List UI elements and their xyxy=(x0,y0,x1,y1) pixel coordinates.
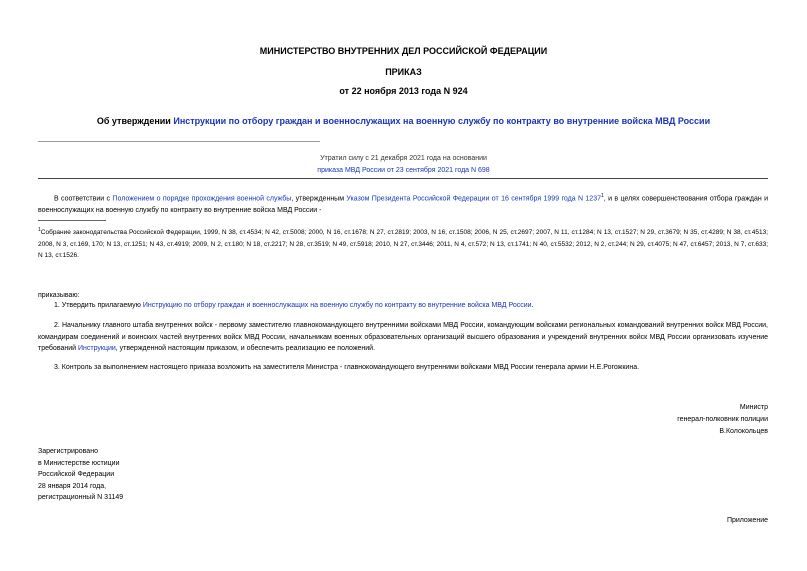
registration-line: Зарегистрировано xyxy=(38,448,98,455)
order-date-number: от 22 ноября 2013 года N 924 xyxy=(339,86,468,96)
registration-line: в Министерстве юстиции xyxy=(38,459,120,467)
footnote-marker: 1 xyxy=(38,227,41,233)
ministry-heading: МИНИСТЕРСТВО ВНУТРЕННИХ ДЕЛ РОССИЙСКОЙ ФЕДЕРАЦИИ xyxy=(259,46,548,56)
footnote-ref: 1 xyxy=(601,193,604,199)
revocation-text: Утратил силу с 21 декабря 2021 года на основании xyxy=(320,155,487,162)
order-item-2 xyxy=(38,320,768,355)
item-text: 1. Утвердить прилагаемую xyxy=(54,302,143,309)
preamble-text: В соответствии с xyxy=(54,195,113,203)
footnote-text: Собрание законодательства Российской Федерации, 1999, N 38, ст.4534; N 42, ст.5008; 2000, N 16, ст.1678; N 27, ст.2819; 2003, N 16, ст.1508; 2006, N 25, ст.2697; 2007, N 11, ст.1284; N 13, ст.1527; N 29, ст.3679; N 35, ст.4289; N 38, ст.4513; 2008, N 3, ст.169, 170; N 13, ст.1251; N 43, ст.4919; 2009, N 2, ст.180; N 18, ст.2217; N 28, ст.3519; N 49, ст.5918; 2010, N 27, ст.3446; 2011, N 4, ст.572; N 13, ст.1741; N 40, ст.5532; 2012, N 2, ст.244; N 29, ст.4075; N 47, ст.6457; 2013, N 7, ст.633; N 13, ст.1526. xyxy=(38,229,768,260)
registration-date: 28 января 2014 года, xyxy=(38,482,107,490)
registration-line: Российской Федерации xyxy=(38,471,115,478)
instruction-title-link[interactable]: Инструкции по отбору граждан и военнослужащих на военную службу по контракту во внутренние войска МВД России xyxy=(173,116,711,126)
signature-block xyxy=(560,402,768,438)
footnote xyxy=(38,225,768,262)
order-item-3: 3. Контроль за выполнением настоящего приказа возложить на заместителя Министра - главнокомандующего внутренними войсками МВД России генерала армии Н.Е.Рогожкина. xyxy=(54,364,640,371)
preamble-text: , и в целях совершенствования отбора граждан и военнослужащих на военную службу по контракту во внутренние войска МВД России - xyxy=(38,195,769,214)
signer-rank: генерал-полковник полиции xyxy=(677,416,768,423)
signer-position: Министр xyxy=(739,404,768,411)
document-type: ПРИКАЗ xyxy=(385,67,422,77)
registration-number: регистрационный N 31149 xyxy=(38,494,124,501)
revocation-note xyxy=(0,153,807,177)
footnote-divider xyxy=(38,220,106,221)
divider xyxy=(38,178,768,179)
instruction-link[interactable]: Инструкцию по отбору граждан и военнослужащих на военную службу по контракту во внутренние войска МВД России xyxy=(142,302,532,309)
title-prefix: Об утверждении xyxy=(96,116,174,126)
item-text: , утвержденной настоящим приказом, и обеспечить реализацию ее положений. xyxy=(115,345,376,352)
order-word: приказываю: xyxy=(38,292,80,299)
signer-name: В.Колокольцев xyxy=(719,428,768,435)
item-text: . xyxy=(531,302,534,309)
instruction-link[interactable]: Инструкции xyxy=(77,345,116,352)
preamble-paragraph xyxy=(38,191,768,216)
divider xyxy=(38,141,320,142)
preamble-text: , утвержденным xyxy=(291,195,347,203)
appendix-label: Приложение xyxy=(726,517,768,524)
order-title xyxy=(0,116,807,126)
revocation-order-link[interactable]: приказа МВД России от 23 сентября 2021 года N 698 xyxy=(317,167,490,174)
regulation-link[interactable]: Положением о порядке прохождения военной службы xyxy=(112,195,292,203)
order-item-1 xyxy=(38,300,768,312)
presidential-decree-link[interactable]: Указом Президента Российской Федерации от 16 сентября 1999 года N 1237 xyxy=(346,195,601,203)
registration-block xyxy=(38,446,123,504)
item-text: 2. Начальнику главного штаба внутренних войск - первому заместителю главнокомандующего внутренними войсками МВД России, командующим войсками региональных командований внутренних войск МВД России, командирам соединений и воинских частей внутренних войск МВД России, начальникам военных образовательных организаций высшего образования и учреждений внутренних войск МВД России организовать изучение требований xyxy=(38,322,768,352)
